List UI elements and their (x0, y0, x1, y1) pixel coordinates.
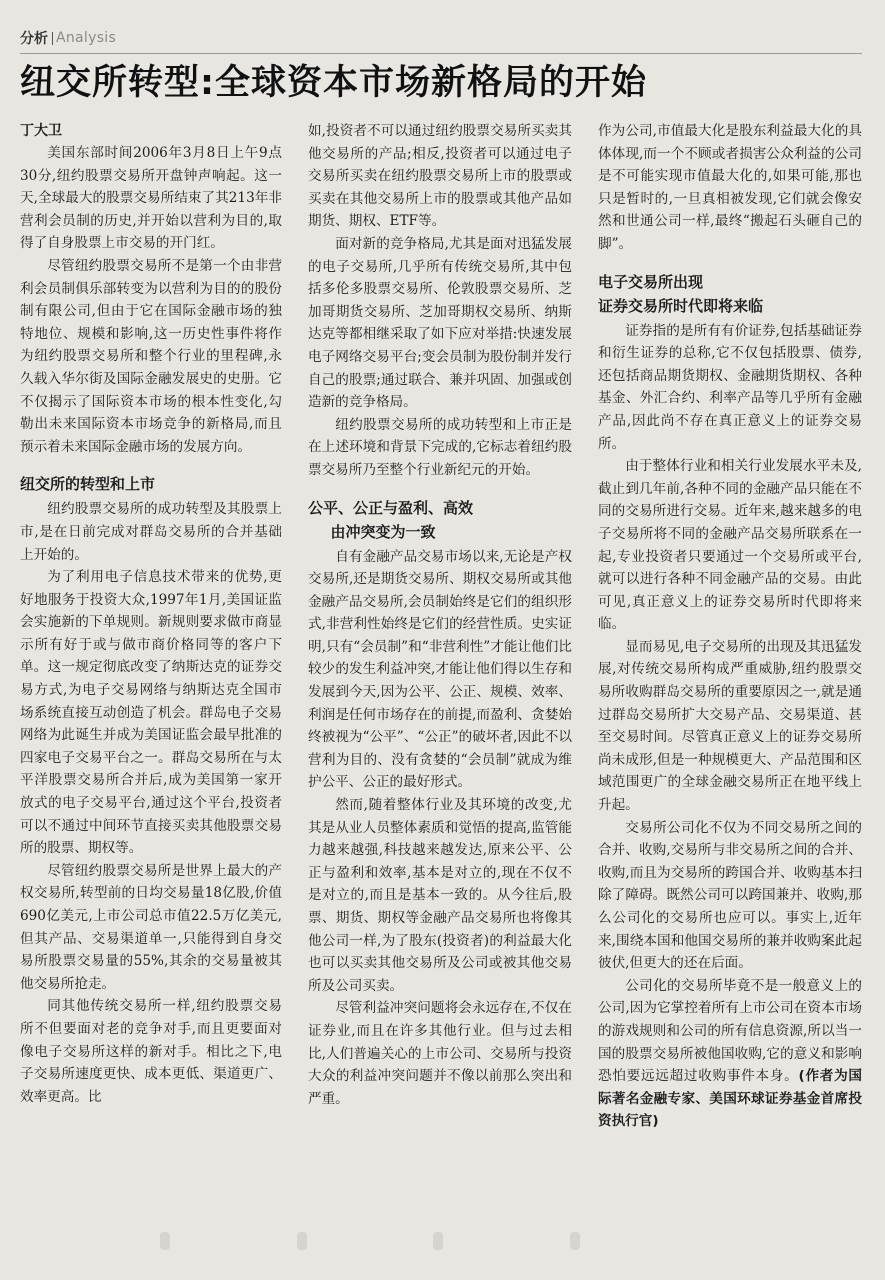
section-name-en: Analysis (56, 30, 117, 46)
paragraph (598, 975, 862, 1133)
paragraph: 为了利用电子信息技术带来的优势,更好地服务于投资大众,1997年1月,美国证监会实施新的下单规则。新规则要求做市商显示所有好于或与做市商价格同等的客户下单。这一规定彻底改变了纳斯达克的证券交易方式,为电子交易网络与纳斯达克全国市场系统直接互动创造了机会。群岛电子交易网络为此诞生并成为美国证监会最早批准的四家电子交易平台之一。群岛交易所在与太平洋股票交易所合并后,成为美国第一家开放式的电子交易平台,通过这个平台,投资者可以不通过中间环节直接买卖其他股票交易所的股票、期权等。 (20, 569, 282, 857)
article-column-3 (598, 120, 862, 1133)
section-heading-line-2: 由冲突变为一致 (330, 522, 436, 541)
paragraph: 同其他传统交易所一样,纽约股票交易所不但要面对老的竞争对手,而且更要面对像电子交易所这样的新对手。相比之下,电子交易所速度更快、成本更低、渠道更广、效率更高。比 (20, 998, 282, 1105)
paragraph-text: 公司化的交易所毕竟不是一般意义上的公司,因为它掌控着所有上市公司在资本市场的游戏规则和公司的所有信息资源,所以当一国的股票交易所被他国收购,它的意义和影响恐怕要远远超过收购事件本身。 (598, 977, 862, 1085)
section-heading: 纽交所的转型和上市 (20, 475, 156, 494)
punch-mark (297, 1232, 307, 1250)
paragraph: 尽管利益冲突问题将会永远存在,不仅在证券业,而且在许多其他行业。但与过去相比,人们普遍关心的上市公司、交易所与投资大众的利益冲突问题并不像以前那么突出和严重。 (308, 1000, 572, 1107)
section-tag (20, 28, 116, 48)
paragraph: 如,投资者不可以通过纽约股票交易所买卖其他交易所的产品;相反,投资者可以通过电子交易所买卖在纽约股票交易所上市的股票或买卖在其他交易所上市的股票或其他产品如期货、期权、ETF等。 (308, 123, 572, 230)
paragraph: 纽约股票交易所的成功转型及其股票上市,是在日前完成对群岛交易所的合并基础上开始的。 (20, 501, 282, 563)
paragraph: 面对新的竞争格局,尤其是面对迅猛发展的电子交易所,几乎所有传统交易所,其中包括多伦多股票交易所、伦敦股票交易所、芝加哥期货交易所、芝加哥期权交易所、纳斯达克等都相继采取了如下应对举措:快速发展电子网络交易平台;变会员制为股份制并发行自己的股票;通过联合、兼并巩固、加强或创造新的竞争格局。 (308, 235, 572, 411)
article-column-2 (308, 120, 572, 1110)
punch-mark (160, 1232, 170, 1250)
paragraph: 由于整体行业和相关行业发展水平未及,截止到几年前,各种不同的金融产品只能在不同的交易所进行交易。近年来,越来越多的电子交易所将不同的金融产品交易所联系在一起,专业投资者只要通过一个交易所或平台,就可以进行各种不同金融产品的交易。由此可见,真正意义上的证券交易所时代即将来临。 (598, 458, 862, 633)
author-byline: 丁大卫 (20, 123, 62, 139)
punch-mark (570, 1232, 580, 1250)
paragraph: 显而易见,电子交易所的出现及其迅猛发展,对传统交易所构成严重威胁,纽约股票交易所收购群岛交易所的重要原因之一,就是通过群岛交易所扩大交易产品、交易渠道、甚至交易时间。尽管真正意义上的证券交易所尚未成形,但是一种规模更大、产品范围和区域范围更广的全球金融交易所正在地平线上升起。 (598, 638, 862, 814)
paragraph: 尽管纽约股票交易所是世界上最大的产权交易所,转型前的日均交易量18亿股,价值690亿美元,上市公司总市值22.5万亿美元,但其产品、交易渠道单一,只能得到自身交易所股票交易量的55%,其余的交易量被其他交易所抢走。 (20, 862, 282, 992)
paragraph: 证券指的是所有有价证券,包括基础证券和衍生证券的总称,它不仅包括股票、债券,还包括商品期货期权、金融期货期权、各种基金、外汇合约、利率产品等几乎所有金融产品,因此尚不存在真正意义上的证券交易所。 (598, 322, 862, 452)
article-headline: 纽交所转型:全球资本市场新格局的开始 (20, 63, 647, 103)
paragraph: 纽约股票交易所的成功转型和上市正是在上述环境和背景下完成的,它标志着纽约股票交易所乃至整个行业新纪元的开始。 (308, 416, 572, 478)
section-heading-line-1: 公平、公正与盈利、高效 (308, 498, 474, 517)
section-heading-line-2: 证券交易所时代即将来临 (598, 296, 764, 315)
section-heading (598, 270, 862, 318)
paragraph: 交易所公司化不仅为不同交易所之间的合并、收购,交易所与非交易所之间的合并、收购,而且为交易所的跨国合并、收购基本扫除了障碍。既然公司可以跨国兼并、收购,那么公司化的交易所也应可以。事实上,近年来,围绕本国和他国交易所的兼并收购案此起彼伏,但更大的还在后面。 (598, 819, 862, 972)
punch-mark (433, 1232, 443, 1250)
paragraph: 作为公司,市值最大化是股东利益最大化的具体体现,而一个不顾或者损害公众利益的公司是不可能实现市值最大化的,如果可能,那也只是暂时的,一旦真相被发现,它们就会像安然和世通公司一样,最终“搬起石头砸自己的脚”。 (598, 123, 862, 252)
section-name-cn: 分析 (20, 31, 48, 47)
footer-punch-marks (160, 1232, 580, 1256)
section-divider (52, 32, 53, 45)
section-heading (308, 496, 572, 544)
header-rule (20, 53, 862, 54)
paragraph: 然而,随着整体行业及其环境的改变,尤其是从业人员整体素质和觉悟的提高,监管能力越来越强,科技越来越发达,原来公平、公正与盈利和效率,基本是对立的,现在不仅不是对立的,而且是基本一致的。从今往后,股票、期货、期权等金融产品交易所也将像其他公司一样,为了股东(投资者)的利益最大化也可以买卖其他交易所及公司或被其他交易所及公司买卖。 (308, 797, 572, 994)
paragraph: 尽管纽约股票交易所不是第一个由非营利会员制俱乐部转变为以营利为目的的股份制有限公司,但由于它在国际金融市场的独特地位、规模和影响,这一历史性事件将作为纽约股票交易所和整个行业的里程碑,永久载入华尔街及国际金融发展史的史册。它不仅揭示了国际资本市场的根本性变化,勾勒出未来国际资本市场竞争的新格局,而且预示着未来国际金融市场的发展方向。 (20, 257, 282, 455)
section-heading-line-1: 电子交易所出现 (598, 272, 704, 291)
paragraph: 美国东部时间2006年3月8日上午9点30分,纽约股票交易所开盘钟声响起。这一天,全球最大的股票交易所结束了其213年非营利会员制的历史,并开始以营利为目的,取得了自身股票上市交易的开门红。 (20, 145, 282, 252)
author-bio: (作者为国际著名金融专家、美国环球证券基金首席投资执行官) (598, 1068, 862, 1130)
paragraph: 自有金融产品交易市场以来,无论是产权交易所,还是期货交易所、期权交易所或其他金融产品交易所,会员制始终是它们的组织形式,非营利性始终是它们的经营性质。史实证明,只有“会员制”和“非营利性”才能让他们比较少的发生利益冲突,才能让他们得以生存和发展到今天,因为公平、公正、规模、效率、利润是任何市场存在的前提,而盈利、贪婪始终被视为“公平”、“公正”的破坏者,因此不以营利为目的、没有贪婪的“会员制”就成为维护公平、公正的最好形式。 (308, 548, 572, 791)
article-column-1 (20, 120, 282, 1108)
